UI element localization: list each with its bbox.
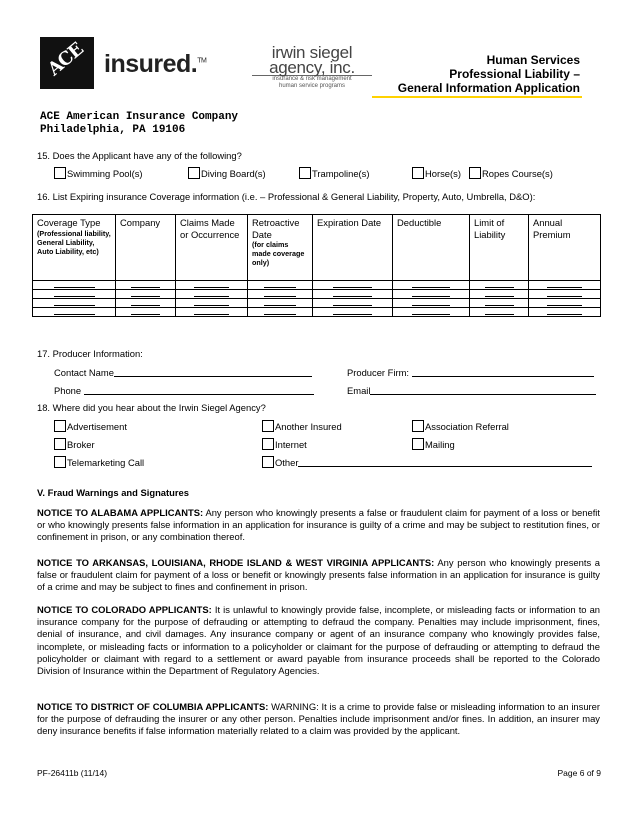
checkbox[interactable] bbox=[262, 420, 274, 432]
table-cell[interactable] bbox=[33, 290, 116, 299]
producer-firm-input[interactable] bbox=[412, 366, 594, 377]
col-claims: Claims Made or Occurrence bbox=[176, 215, 248, 281]
table-row[interactable] bbox=[33, 308, 601, 317]
table-cell[interactable] bbox=[529, 299, 601, 308]
ace-logo-text: ACE bbox=[43, 38, 88, 81]
q15-option-horse[interactable]: Horse(s) bbox=[412, 167, 461, 180]
checkbox[interactable] bbox=[469, 167, 481, 179]
table-cell[interactable] bbox=[470, 299, 529, 308]
table-cell[interactable] bbox=[470, 308, 529, 317]
insured-logo-text: insured. bbox=[104, 50, 198, 78]
table-cell[interactable] bbox=[529, 281, 601, 290]
header-rule bbox=[372, 96, 582, 98]
checkbox[interactable] bbox=[188, 167, 200, 179]
form-number: PF-26411b (11/14) bbox=[37, 768, 108, 778]
table-row[interactable] bbox=[33, 281, 601, 290]
phone-field[interactable]: Phone bbox=[54, 384, 314, 397]
checkbox[interactable] bbox=[299, 167, 311, 179]
checkbox[interactable] bbox=[412, 438, 424, 450]
q18-option-mailing[interactable]: Mailing bbox=[412, 438, 455, 451]
table-cell[interactable] bbox=[470, 290, 529, 299]
notice-colorado: NOTICE TO COLORADO APPLICANTS: It is unlawful to knowingly provide false, incomplete, or misleading facts or information to an insurance company for the purpose of defrauding or attempting to defraud the company. Penalties may include imprisonment, fines, denial of insurance, and civil damages. Any insurance company or agent of an insurance company who knowingly provides false, incomplete, or misleading facts or information to a policyholder or claimant for the purpose of defrauding or attempting to defraud the policyholder or claimant with regard to a settlement or award payable from insurance proceeds shall be reported to the Colorado Division of Insurance within the Department of Regulatory Agencies. bbox=[37, 604, 600, 677]
q18-option-telemarketing[interactable]: Telemarketing Call bbox=[54, 456, 144, 469]
col-deductible: Deductible bbox=[393, 215, 470, 281]
table-cell[interactable] bbox=[393, 290, 470, 299]
email-field[interactable]: Email bbox=[347, 384, 596, 397]
checkbox[interactable] bbox=[54, 167, 66, 179]
agency-logo-line1: irwin siegel bbox=[271, 43, 353, 62]
producer-firm-field[interactable]: Producer Firm: bbox=[347, 366, 594, 379]
company-name: ACE American Insurance Company bbox=[40, 111, 239, 123]
table-header-row bbox=[33, 215, 601, 281]
table-cell[interactable] bbox=[313, 299, 393, 308]
q15-option-diving-board[interactable]: Diving Board(s) bbox=[188, 167, 266, 180]
table-cell[interactable] bbox=[248, 281, 313, 290]
notice-arkansas: NOTICE TO ARKANSAS, LOUISIANA, RHODE ISLAND & WEST VIRGINIA APPLICANTS: Any person who knowingly presents a false or fraudulent claim for payment of a loss or benefit or knowingly presents false information in an application for insurance is guilty of a crime and may be subject to fines and confinement in prison. bbox=[37, 557, 601, 593]
table-cell[interactable] bbox=[33, 281, 116, 290]
q18-option-other[interactable]: Other bbox=[262, 456, 592, 469]
agency-logo-line2: agency, inc. bbox=[252, 60, 372, 76]
table-cell[interactable] bbox=[470, 281, 529, 290]
title-line2: Professional Liability – bbox=[449, 67, 580, 81]
ace-logo bbox=[40, 37, 94, 89]
checkbox[interactable] bbox=[412, 420, 424, 432]
table-cell[interactable] bbox=[393, 308, 470, 317]
table-cell[interactable] bbox=[116, 290, 176, 299]
agency-logo-line3: insurance & risk management bbox=[272, 76, 352, 82]
col-expiration: Expiration Date bbox=[313, 215, 393, 281]
title-line3: General Information Application bbox=[397, 81, 580, 95]
table-cell[interactable] bbox=[529, 308, 601, 317]
q15-option-swimming-pool[interactable]: Swimming Pool(s) bbox=[54, 167, 143, 180]
q18-option-advertisement[interactable]: Advertisement bbox=[54, 420, 127, 433]
table-cell[interactable] bbox=[529, 290, 601, 299]
table-cell[interactable] bbox=[248, 308, 313, 317]
table-cell[interactable] bbox=[116, 281, 176, 290]
table-cell[interactable] bbox=[248, 290, 313, 299]
table-cell[interactable] bbox=[313, 281, 393, 290]
table-cell[interactable] bbox=[176, 290, 248, 299]
title-line1: Human Services bbox=[486, 53, 580, 67]
coverage-table bbox=[32, 214, 601, 317]
col-premium: Annual Premium bbox=[529, 215, 601, 281]
checkbox[interactable] bbox=[412, 167, 424, 179]
agency-logo bbox=[252, 45, 372, 90]
table-cell[interactable] bbox=[313, 290, 393, 299]
section-v-title: V. Fraud Warnings and Signatures bbox=[37, 487, 189, 498]
q18-option-another-insured[interactable]: Another Insured bbox=[262, 420, 342, 433]
col-limit: Limit of Liability bbox=[470, 215, 529, 281]
page-number: Page 6 of 9 bbox=[557, 768, 601, 778]
insured-tm: TM bbox=[197, 57, 207, 65]
table-cell[interactable] bbox=[176, 281, 248, 290]
table-cell[interactable] bbox=[116, 308, 176, 317]
phone-input[interactable] bbox=[84, 384, 314, 395]
col-retroactive: Retroactive Date (for claims made coverage only) bbox=[248, 215, 313, 281]
q15-option-trampoline[interactable]: Trampoline(s) bbox=[299, 167, 369, 180]
col-coverage-type: Coverage Type (Professional liability, General Liability, Auto Liability, etc) bbox=[33, 215, 116, 281]
table-cell[interactable] bbox=[248, 299, 313, 308]
q18-option-internet[interactable]: Internet bbox=[262, 438, 307, 451]
checkbox[interactable] bbox=[262, 438, 274, 450]
table-row[interactable] bbox=[33, 299, 601, 308]
email-input[interactable] bbox=[370, 384, 596, 395]
notice-district-of-columbia: NOTICE TO DISTRICT OF COLUMBIA APPLICANTS: WARNING: It is a crime to provide false or misleading information to an insurer for the purpose of defrauding the insurer or any other person. Penalties include imprisonment and/or fines. In addition, an insurer may deny insurance benefits if false information materially related to a claim was provided by the applicant. bbox=[37, 701, 601, 737]
table-cell[interactable] bbox=[393, 281, 470, 290]
q18-option-broker[interactable]: Broker bbox=[54, 438, 95, 451]
table-row[interactable] bbox=[33, 290, 601, 299]
table-cell[interactable] bbox=[176, 299, 248, 308]
checkbox[interactable] bbox=[54, 438, 66, 450]
table-cell[interactable] bbox=[176, 308, 248, 317]
contact-name-input[interactable] bbox=[114, 366, 312, 377]
q18-option-association-referral[interactable]: Association Referral bbox=[412, 420, 509, 433]
checkbox[interactable] bbox=[54, 456, 66, 468]
company-address bbox=[40, 111, 238, 136]
contact-name-field[interactable]: Contact Name bbox=[54, 366, 312, 379]
table-cell[interactable] bbox=[116, 299, 176, 308]
agency-logo-line4: human service programs bbox=[278, 83, 346, 89]
other-input[interactable] bbox=[298, 456, 592, 467]
checkbox[interactable] bbox=[262, 456, 274, 468]
document-title bbox=[398, 53, 580, 95]
company-city: Philadelphia, PA 19106 bbox=[40, 123, 186, 136]
col-company: Company bbox=[116, 215, 176, 281]
checkbox[interactable] bbox=[54, 420, 66, 432]
insured-logo bbox=[104, 50, 206, 79]
q17-question: 17. Producer Information: bbox=[37, 348, 143, 359]
q18-question: 18. Where did you hear about the Irwin Siegel Agency? bbox=[37, 402, 266, 413]
q15-option-ropes-course[interactable]: Ropes Course(s) bbox=[469, 167, 553, 180]
q16-question: 16. List Expiring insurance Coverage information (i.e. – Professional & General Liability, Property, Auto, Umbrella, D&O): bbox=[37, 191, 536, 202]
table-cell[interactable] bbox=[33, 299, 116, 308]
table-cell[interactable] bbox=[393, 299, 470, 308]
notice-alabama: NOTICE TO ALABAMA APPLICANTS: Any person who knowingly presents a false or fraudulent claim for payment of a loss or benefit or who knowingly presents false information in an application for insurance is guilty of a crime and may be subject to restitution fines, or confinement in prison, or any combination thereof. bbox=[37, 507, 600, 543]
table-cell[interactable] bbox=[33, 308, 116, 317]
table-cell[interactable] bbox=[313, 308, 393, 317]
q15-question: 15. Does the Applicant have any of the following? bbox=[37, 150, 242, 161]
